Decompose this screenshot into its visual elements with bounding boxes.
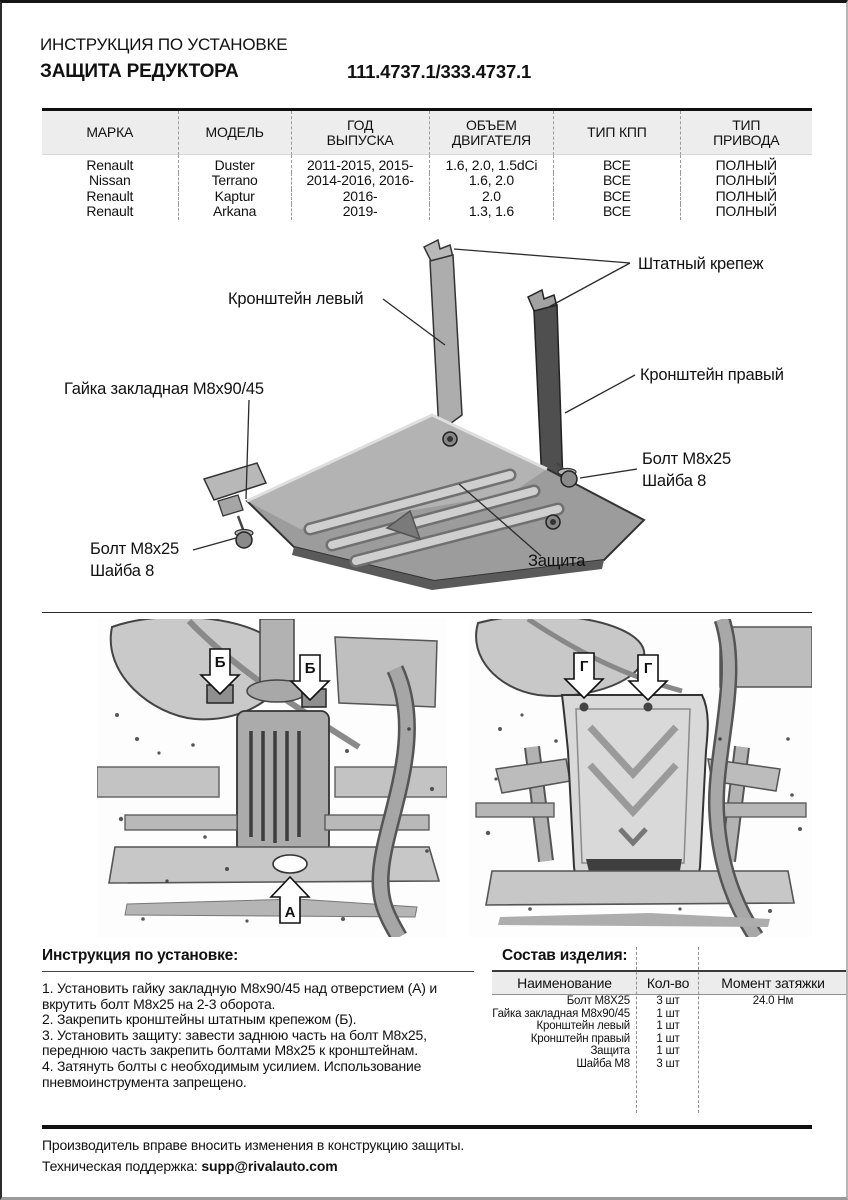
part-qty: 3 шт <box>656 1057 680 1070</box>
label-washer-left: Шайба 8 <box>90 562 155 580</box>
label-plate: Защита <box>528 552 586 570</box>
parts-row <box>492 1020 847 1033</box>
instruction-step: 1. Установить гайку закладную М8х90/45 над отверстием (А) и вкрутить болт М8х25 на 2-3 оборота. <box>42 980 438 1012</box>
instruction-step: 3. Установить защиту: завести заднюю часть на болт М8х25, переднюю часть закрепить болтами М8х25 к кронштейнам. <box>42 1026 427 1059</box>
marker-letter: Г <box>643 660 653 677</box>
part-torque <box>699 1008 847 1021</box>
parts-row <box>492 1033 847 1046</box>
parts-list <box>492 947 847 1119</box>
cell-model: Arkana <box>178 204 291 219</box>
axle-left <box>476 803 554 817</box>
part-qty: 3 шт <box>656 995 680 1007</box>
heading-rule <box>42 971 474 972</box>
parts-column-divider <box>698 947 699 1113</box>
cell-gearbox: ВСЕ <box>553 173 679 188</box>
part-name: Кронштейн правый <box>530 1032 630 1045</box>
part-name: Защита <box>590 1045 630 1058</box>
instruction-steps <box>42 981 474 1090</box>
part-qty: 1 шт <box>656 1032 680 1045</box>
part-name: Болт М8Х25 <box>566 995 630 1007</box>
parts-row <box>492 995 847 1008</box>
parts-column-divider <box>636 947 637 1113</box>
cell-year: 2016- <box>291 189 429 204</box>
installation-photo-left <box>97 619 447 937</box>
label-bracket-right: Кронштейн правый <box>640 366 784 384</box>
assembly-diagram <box>42 233 812 608</box>
parts-column-torque: Момент затяжки <box>721 975 825 991</box>
footer-support-label: Техническая поддержка: <box>42 1157 202 1174</box>
part-torque <box>699 1058 847 1071</box>
part-torque <box>699 1045 847 1058</box>
cell-model: Kaptur <box>178 189 291 204</box>
cell-gearbox: ВСЕ <box>553 204 679 219</box>
instruction-step: 2. Закрепить кронштейны штатным крепежом (Б). <box>42 1011 357 1028</box>
part-torque: 24.0 Нм <box>752 995 794 1007</box>
axle-left <box>125 815 237 830</box>
marker-letter: Г <box>579 658 589 675</box>
cell-model: Terrano <box>178 173 291 188</box>
cell-drive: ПОЛНЫЙ <box>680 189 812 204</box>
mount-bolt-front-center <box>447 436 453 442</box>
column-header-brand: МАРКА <box>42 111 178 155</box>
cell-brand: Renault <box>86 203 134 220</box>
cell-drive: ПОЛНЫЙ <box>680 204 812 219</box>
parts-heading: Состав изделия: <box>502 947 628 964</box>
column-header-model: МОДЕЛЬ <box>178 111 291 155</box>
footer-disclaimer: Производитель вправе вносить изменения в конструкцию защиты. <box>42 1137 465 1153</box>
cell-engine: 2.0 <box>429 189 554 204</box>
leader-bolt-right <box>580 469 637 478</box>
cell-year: 2014-2016, 2016- <box>291 173 429 188</box>
cell-drive: ПОЛНЫЙ <box>680 173 812 188</box>
marker-letter: Б <box>214 654 226 671</box>
parts-row <box>492 1008 847 1021</box>
parts-row <box>492 1058 847 1071</box>
column-header-year: ГОД ВЫПУСКА <box>291 111 429 155</box>
cell-gearbox: ВСЕ <box>553 189 679 204</box>
plate-bolt-hole-left <box>580 703 589 712</box>
side-rail-left <box>97 767 219 797</box>
cell-brand: Renault <box>86 157 134 173</box>
doc-title: ЗАЩИТА РЕДУКТОРА <box>40 61 239 82</box>
support-email: supp@rivalauto.com <box>201 1157 338 1174</box>
part-torque <box>699 1033 847 1046</box>
part-qty: 1 шт <box>656 1020 680 1033</box>
cell-engine: 1.3, 1.6 <box>429 204 554 219</box>
parts-row <box>492 1045 847 1058</box>
cell-brand: Renault <box>86 187 134 204</box>
instructions-heading: Инструкция по установке: <box>42 947 239 964</box>
column-header-gearbox: ТИП КПП <box>553 111 679 155</box>
section-divider <box>42 612 812 613</box>
marker-letter: Б <box>304 660 316 677</box>
label-factory-fastener: Штатный крепеж <box>638 255 764 273</box>
part-qty: 1 шт <box>656 1045 680 1058</box>
driveshaft <box>260 619 294 685</box>
bolt-left <box>236 532 252 548</box>
embedded-nut-bar <box>204 463 266 500</box>
column-header-drive: ТИП ПРИВОДА <box>680 111 812 155</box>
leader-bolt-left <box>193 538 236 550</box>
cell-year: 2019- <box>291 204 429 219</box>
column-header-engine: ОБЪЕМ ДВИГАТЕЛЯ <box>429 111 554 155</box>
footer <box>42 1135 812 1176</box>
cell-drive: ПОЛНЫЙ <box>680 155 812 173</box>
marker-letter: А <box>284 904 296 921</box>
label-embedded-nut: Гайка закладная М8х90/45 <box>64 380 264 398</box>
doc-subtitle: ИНСТРУКЦИЯ ПО УСТАНОВКЕ <box>40 35 288 54</box>
cell-model: Duster <box>178 155 291 173</box>
document-header <box>40 35 800 83</box>
vehicle-table <box>42 108 812 220</box>
plate-bolt-hole-right <box>644 703 653 712</box>
label-bracket-left: Кронштейн левый <box>228 290 364 308</box>
leader-factory-fastener-right <box>547 263 630 308</box>
mount-hole <box>273 855 307 873</box>
parts-column-qty: Кол-во <box>646 975 690 991</box>
cell-year: 2011-2015, 2015- <box>291 155 429 173</box>
installation-photo-right <box>470 619 812 937</box>
cell-engine: 1.6, 2.0, 1.5dCi <box>429 155 554 173</box>
mount-bolt-rear-center <box>550 519 556 525</box>
installation-instructions <box>42 947 474 1090</box>
parts-column-name: Наименование <box>517 975 612 991</box>
cell-engine: 1.6, 2.0 <box>429 173 554 188</box>
axle-right <box>722 803 806 817</box>
part-name: Кронштейн левый <box>536 1020 630 1033</box>
part-name: Гайка закладная М8х90/45 <box>492 1007 630 1020</box>
leader-factory-fastener-left <box>454 249 630 263</box>
label-washer-right: Шайба 8 <box>642 472 707 490</box>
frame-block <box>335 637 437 707</box>
cell-brand: Nissan <box>88 172 131 189</box>
bracket-left-shape <box>430 255 462 432</box>
cell-gearbox: ВСЕ <box>553 155 679 173</box>
part-number: 111.4737.1/333.4737.1 <box>347 61 532 82</box>
bolt-right <box>561 471 577 487</box>
label-bolt-right: Болт М8х25 <box>642 450 731 468</box>
crossmember <box>486 871 794 905</box>
footer-bar <box>42 1125 812 1129</box>
part-name: Шайба М8 <box>576 1057 630 1070</box>
instruction-step: 4. Затянуть болты с необходимым усилием. Использование пневмоинструмента запрещено. <box>42 1057 422 1090</box>
label-bolt-left: Болт М8х25 <box>90 540 179 558</box>
parts-header-row <box>492 972 847 995</box>
axle-right <box>325 815 429 830</box>
part-qty: 1 шт <box>656 1007 680 1020</box>
leader-bracket-right <box>565 375 635 413</box>
footer-support <box>42 1156 812 1177</box>
part-torque <box>699 1020 847 1033</box>
